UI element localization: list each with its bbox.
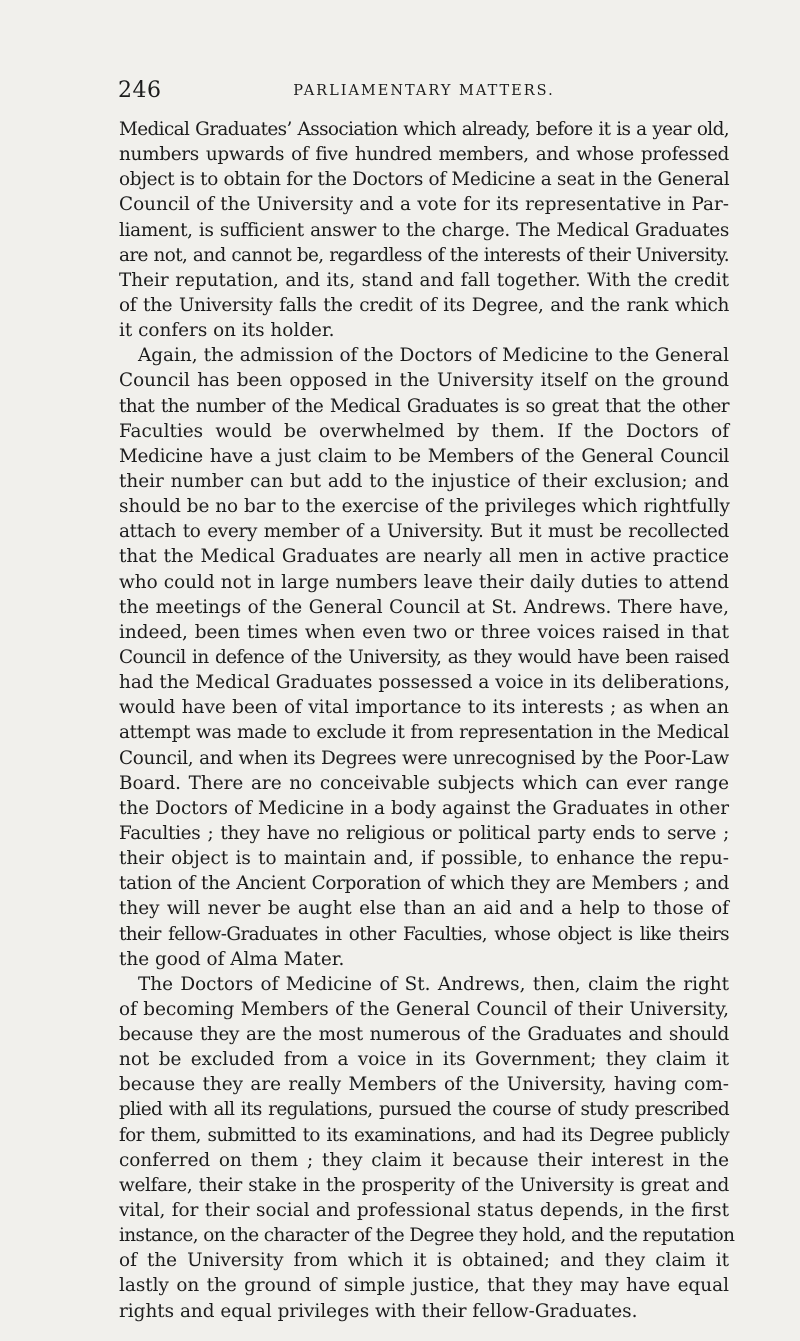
text-line: are not, and cannot be, regardless of the interests of their University. [119,244,729,266]
text-line: lastly on the ground of simple justice, that they may have equal [119,1275,729,1297]
text-line: because they are the most numerous of the Graduates and should [119,1024,729,1046]
text-line: their object is to maintain and, if possible, to enhance the repu- [119,848,729,870]
text-line: instance, on the character of the Degree they hold, and the reputation [119,1225,735,1247]
text-line: object is to obtain for the Doctors of Medicine a seat in the General [119,169,730,191]
text-line: it confers on its holder. [119,320,335,342]
text-line: vital, for their social and professional status depends, in the first [119,1200,729,1222]
text-line: Faculties ; they have no religious or political party ends to serve ; [119,822,729,844]
text-line: Council has been opposed in the University itself on the ground [119,370,729,392]
text-line: numbers upwards of five hundred members, and whose professed [119,144,729,166]
text-line: that the Medical Graduates are nearly all men in active practice [119,546,729,568]
text-line: Faculties would be overwhelmed by them. If the Doctors of [119,420,729,442]
text-line: should be no bar to the exercise of the privileges which rightfully [119,496,730,518]
text-line: the meetings of the General Council at St. Andrews. There have, [119,596,729,618]
text-line: of becoming Members of the General Council of their University, [119,998,729,1020]
page-number: 246 [118,78,162,103]
text-line: Board. There are no conceivable subjects which can ever range [119,772,729,794]
text-line: of the University falls the credit of its Degree, and the rank which [119,294,729,316]
text-line: the good of Alma Mater. [119,948,345,970]
text-line: plied with all its regulations, pursued the course of study prescribed [119,1099,729,1121]
text-line: had the Medical Graduates possessed a voice in its deliberations, [119,672,730,694]
text-line: Their reputation, and its, stand and fall together. With the credit [119,269,729,291]
body-text [119,117,735,1324]
text-line: Again, the admission of the Doctors of Medicine to the General [138,345,729,367]
text-line: The Doctors of Medicine of St. Andrews, then, claim the right [138,973,729,995]
text-line: not be excluded from a voice in its Government; they claim it [119,1049,729,1071]
text-line: Council in defence of the University, as they would have been raised [119,646,729,668]
running-head: PARLIAMENTARY MATTERS. [293,83,555,99]
text-line: Council, and when its Degrees were unrecognised by the Poor-Law [119,747,729,769]
text-line: of the University from which it is obtained; and they claim it [119,1250,729,1272]
text-line: they will never be aught else than an aid and a help to those of [119,898,729,920]
text-line: who could not in large numbers leave their daily duties to attend [119,571,729,593]
text-line: would have been of vital importance to its interests ; as when an [119,697,729,719]
text-line: welfare, their stake in the prosperity of the University is great and [119,1174,729,1196]
text-line: their fellow-Graduates in other Faculties, whose object is like theirs [119,923,729,945]
text-line: rights and equal privileges with their fellow-Graduates. [119,1300,638,1322]
text-line: Medicine have a just claim to be Members of the General Council [119,445,729,467]
text-line: indeed, been times when even two or three voices raised in that [119,621,729,643]
text-line: tation of the Ancient Corporation of which they are Members ; and [119,873,729,895]
text-line: because they are really Members of the University, having com- [119,1074,729,1096]
text-line: attempt was made to exclude it from representation in the Medical [119,722,729,744]
text-line: attach to every member of a University. But it must be recollected [119,521,729,543]
text-line: their number can but add to the injustice of their exclusion; and [119,470,729,492]
text-line: that the number of the Medical Graduates is so great that the other [119,395,729,417]
text-line: conferred on them ; they claim it because their interest in the [119,1149,729,1171]
text-line: Medical Graduates’ Association which already, before it is a year old, [119,119,729,140]
text-line: the Doctors of Medicine in a body against the Graduates in other [119,797,729,819]
text-line: liament, is sufficient answer to the charge. The Medical Graduates [119,219,729,241]
text-line: Council of the University and a vote for its representative in Par- [119,194,729,216]
page-header [118,78,730,108]
text-line: for them, submitted to its examinations, and had its Degree publicly [119,1124,729,1146]
